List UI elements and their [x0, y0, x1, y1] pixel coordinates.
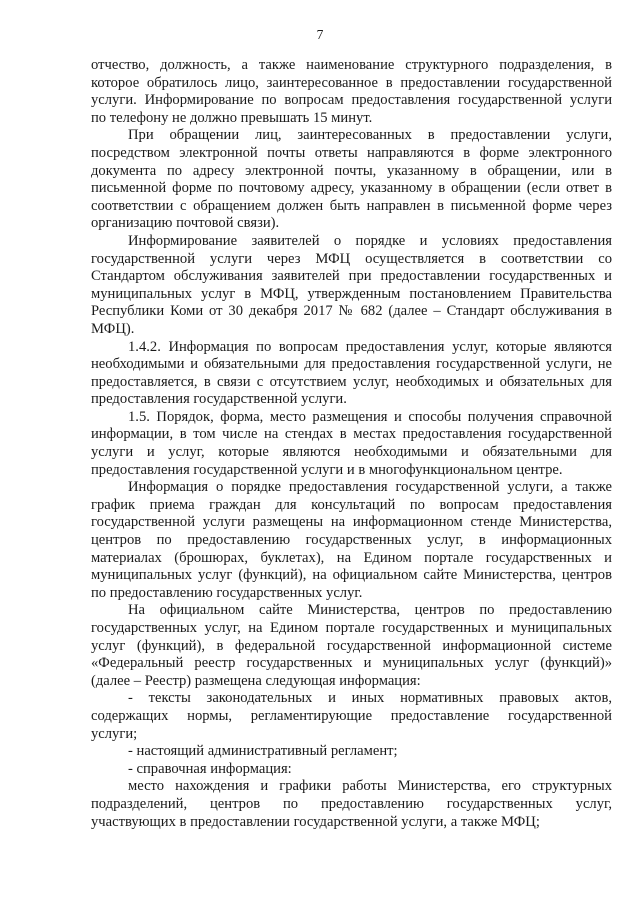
paragraph-location-schedules [91, 778, 612, 831]
paragraph-email-responses [91, 127, 612, 233]
text-line: организацию почтовой связи). [91, 215, 280, 232]
text-line: участвующих в предоставлении государственной услуги, а также МФЦ; [91, 813, 540, 830]
text-line: соответствии с обращением должен быть направлен в письменной форме через [91, 197, 612, 214]
text-line: услуги. Информирование по вопросам предоставления государственной услуги [91, 92, 612, 109]
text-line: содержащих нормы, регламентирующие предоставление государственной [91, 707, 612, 724]
text-line: услуги; [91, 725, 138, 742]
paragraph-section-1-5 [91, 409, 612, 479]
text-line: государственной услуги через МФЦ осуществляется в соответствии со [91, 250, 612, 267]
text-line: Информация о порядке предоставления государственной услуги, а также [128, 479, 612, 496]
text-line: документа по адресу электронной почты, указанному в обращении, или в [91, 162, 612, 179]
text-line: муниципальных услуг в МФЦ, утвержденным постановлением Правительства [91, 285, 612, 302]
paragraph-consultation-details [91, 57, 612, 127]
paragraph-schedule-info [91, 479, 612, 602]
text-line: по предоставлению государственных услуг. [91, 584, 363, 601]
list-item-regulation [91, 743, 612, 761]
text-line: предоставляется, в связи с отсутствием услуг, необходимых и обязательных для [91, 373, 612, 390]
text-line: посредством электронной почты ответы направляются в форме электронного [91, 144, 612, 161]
text-line: На официальном сайте Министерства, центров по предоставлению [128, 602, 612, 619]
text-line: муниципальных услуг (функций), на официальном сайте Министерства, центров [91, 567, 612, 584]
text-line: услуг (функций), в федеральной государственной информационной системе [91, 637, 612, 654]
text-line: график приема граждан для консультаций по вопросам предоставления [91, 496, 612, 513]
text-line: При обращении лиц, заинтересованных в предоставлении услуги, [128, 127, 612, 144]
paragraph-official-site [91, 602, 612, 690]
text-line: 1.5. Порядок, форма, место размещения и способы получения справочной [128, 408, 612, 425]
text-line: Информирование заявителей о порядке и условиях предоставления [128, 232, 612, 249]
text-line: - настоящий административный регламент; [128, 743, 398, 760]
text-line: 1.4.2. Информация по вопросам предоставления услуг, которые являются [128, 338, 612, 355]
paragraph-mfc-informing [91, 233, 612, 339]
text-line: государственных услуг, на Едином портале государственных и муниципальных [91, 620, 612, 636]
list-item-legal-acts [91, 690, 612, 743]
text-line: центров по предоставлению государственных услуг, в информационных [91, 532, 612, 549]
text-line: письменной форме по почтовому адресу, указанному в обращении (если ответ в [91, 180, 612, 197]
list-item-reference-info [91, 761, 612, 779]
text-line: по телефону не должно превышать 15 минут. [91, 109, 373, 126]
text-line: материалах (брошюрах, буклетах), на Едином портале государственных и [91, 549, 612, 566]
text-line: Республики Коми от 30 декабря 2017 № 682 (далее – Стандарт обслуживания в [91, 303, 612, 320]
text-line: государственной услуги размещены на информационном стенде Министерства, [91, 514, 612, 531]
text-line: «Федеральный реестр государственных и муниципальных услуг (функций)» [91, 655, 612, 672]
text-line: (далее – Реестр) размещена следующая информация: [91, 672, 421, 689]
text-line: подразделений, центров по предоставлению государственных услуг, [91, 795, 612, 812]
text-line: МФЦ). [91, 320, 135, 337]
document-body [91, 57, 612, 831]
text-line: - справочная информация: [128, 760, 292, 777]
text-line: услуги и услуг, которые являются необходимыми и обязательными для [91, 444, 612, 461]
text-line: предоставления государственной услуги и в многофункциональном центре. [91, 461, 563, 478]
text-line: место нахождения и графики работы Министерства, его структурных [128, 778, 612, 795]
text-line: Стандартом обслуживания заявителей при предоставлении государственных и [91, 268, 612, 285]
text-line: которое обратилось лицо, заинтересованное в предоставлении государственной [91, 74, 612, 91]
text-line: информации, в том числе на стендах в местах предоставления государственной [91, 426, 612, 443]
text-line: - тексты законодательных и иных нормативных правовых актов, [128, 690, 612, 707]
text-line: необходимыми и обязательными для предоставления государственной услуги, не [91, 356, 612, 373]
text-line: отчество, должность, а также наименование структурного подразделения, в [91, 57, 612, 73]
text-line: предоставления государственной услуги. [91, 391, 347, 408]
page-number: 7 [316, 27, 324, 42]
paragraph-section-1-4-2 [91, 339, 612, 409]
